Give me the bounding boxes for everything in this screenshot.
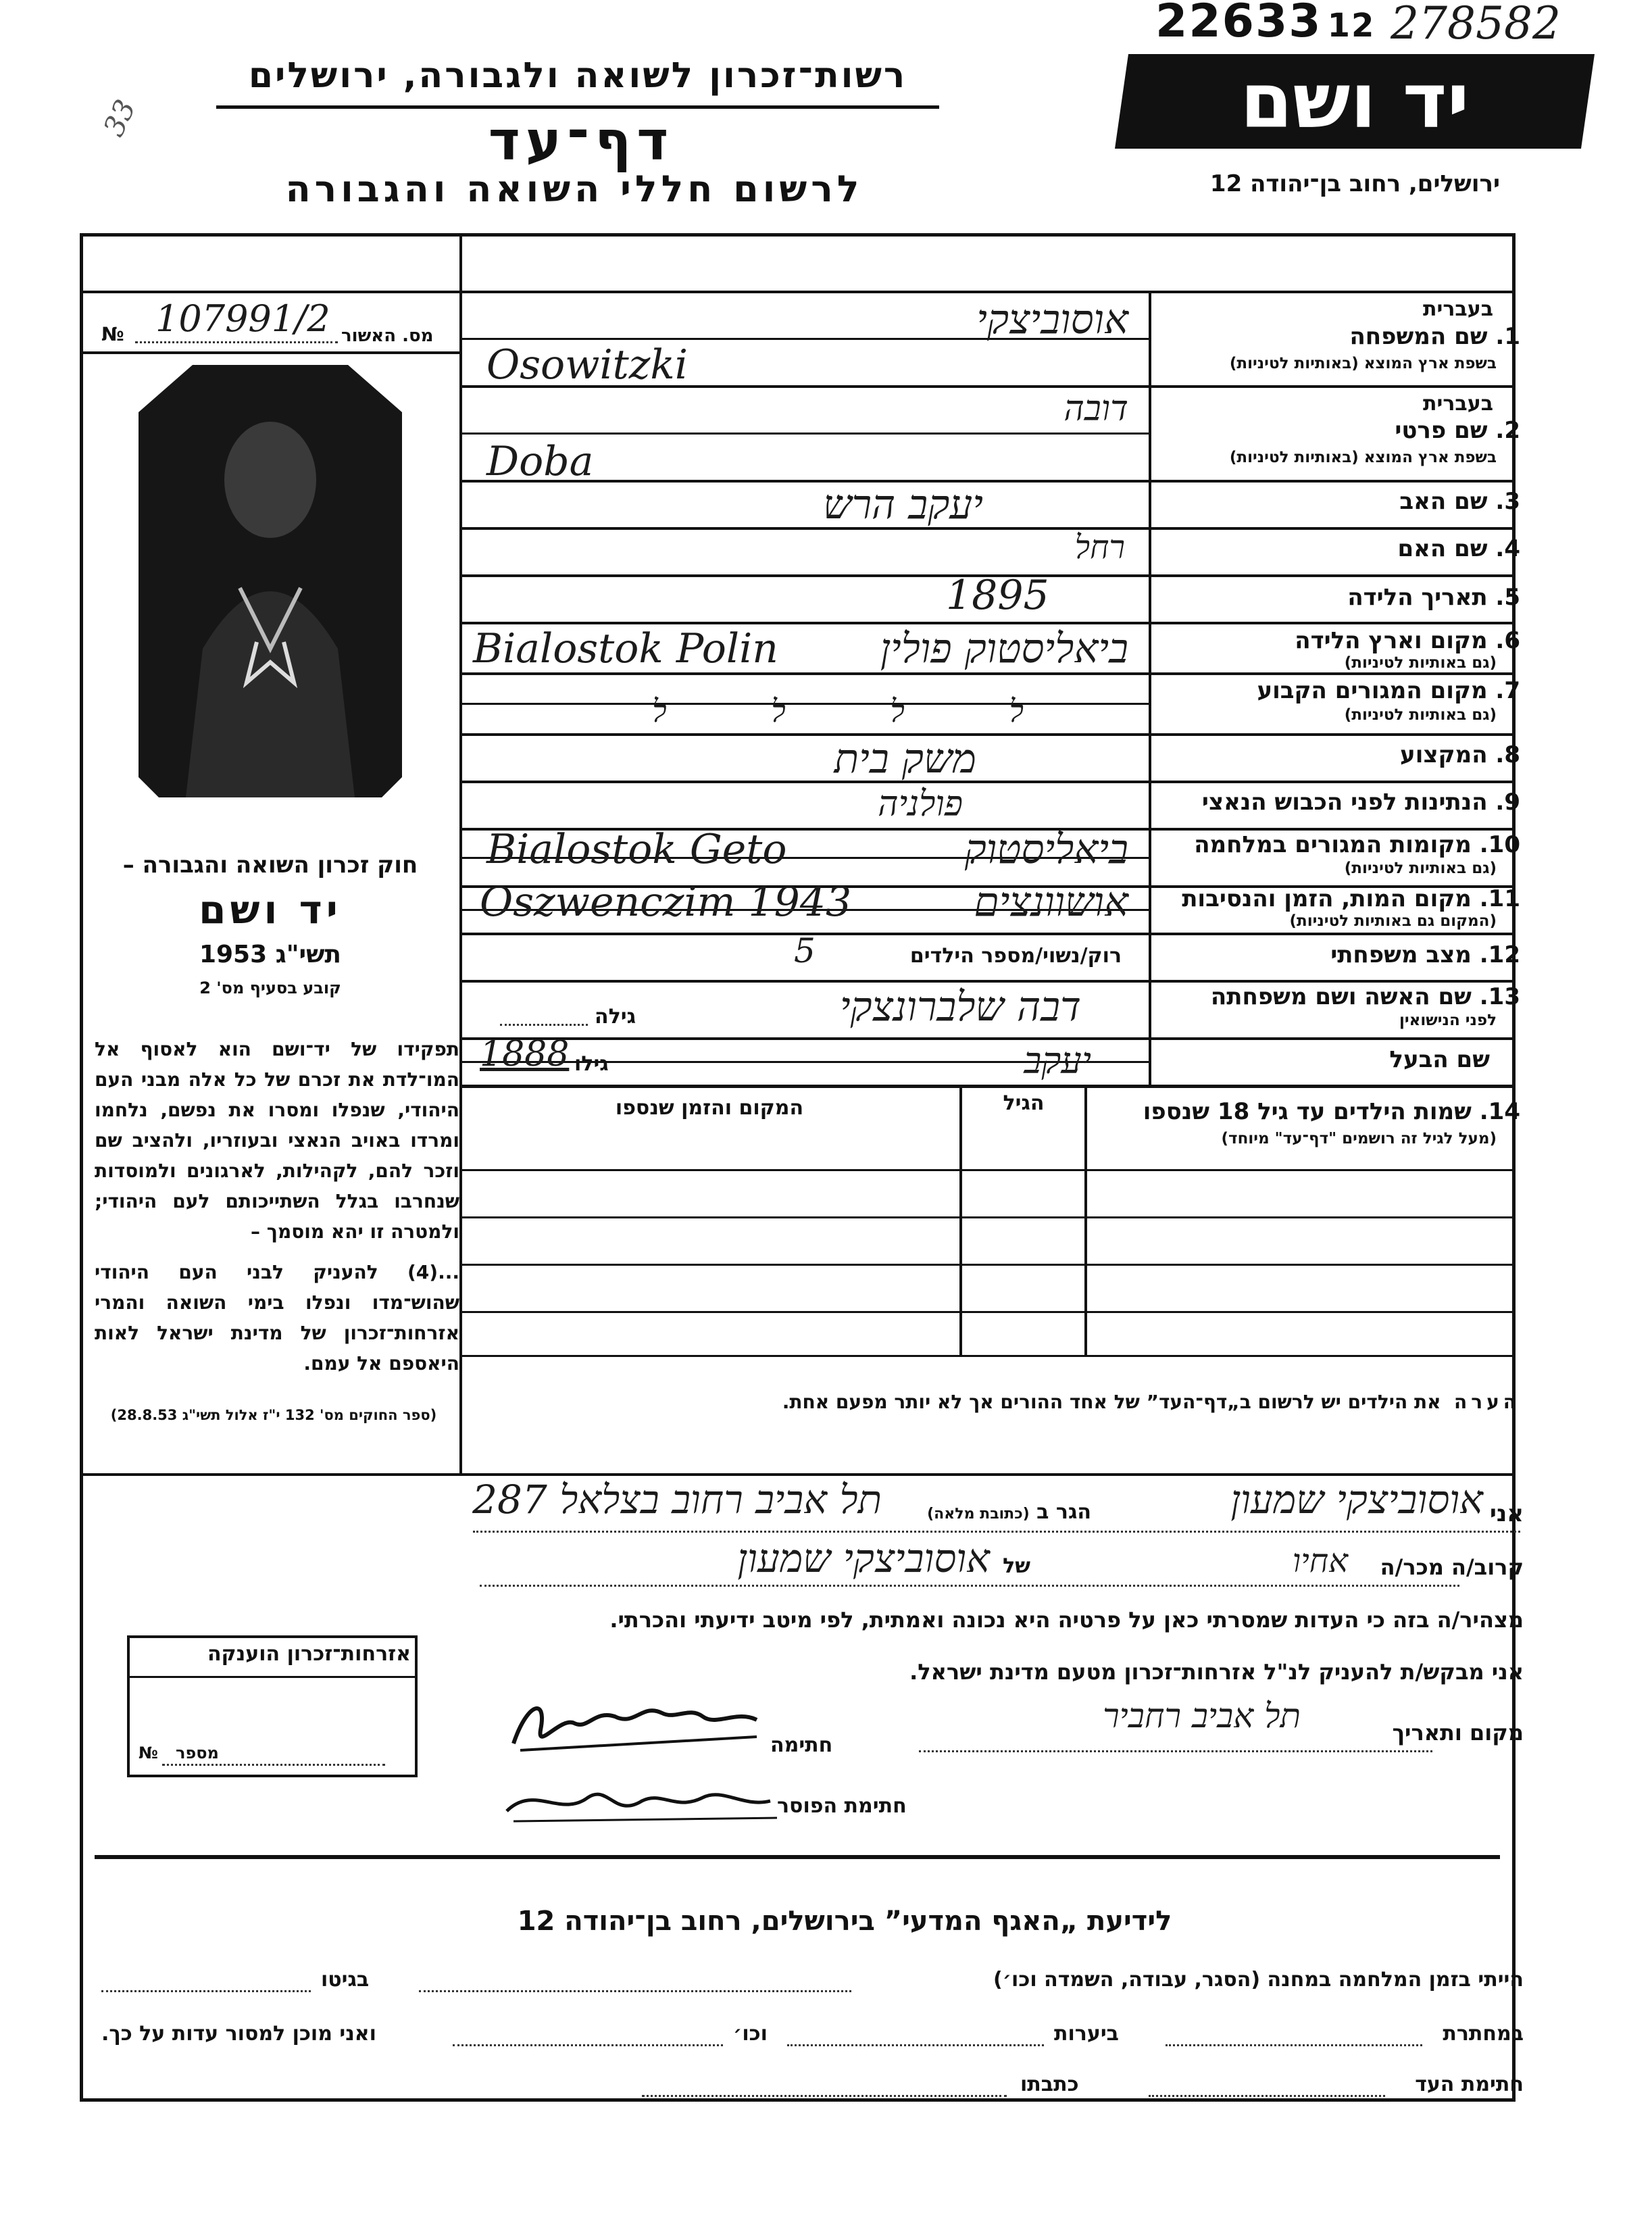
children-row-3 — [459, 1264, 1516, 1266]
field14-label: 14. שמות הילדים עד גיל 18 שנספו — [1143, 1098, 1520, 1125]
field3-label: 3. שם האב — [1399, 488, 1520, 515]
footer-line2-forests: ביערות — [1054, 2022, 1119, 2046]
address: ירושלים, רחוב בן־יהודה 12 — [1209, 170, 1500, 197]
field11-label: 11. מקום המות, הזמן והנסיבות — [1182, 885, 1520, 912]
footer-line3-dots-b — [642, 2095, 1007, 2097]
footer-line3-dots-a — [1149, 2095, 1385, 2097]
place-date-label: מקום ותאריך — [1392, 1720, 1524, 1746]
field12-label: 12. מצב משפחתי — [1330, 941, 1520, 968]
row-rule-3 — [459, 527, 1516, 530]
footer-line1-camp: הייתי בזמן המלחמה במחנה (הסגר, עבודה, השמדה וכו׳) — [993, 1968, 1524, 1992]
husband-label: שם הבעל — [1389, 1046, 1490, 1073]
husband-name: יעקב — [1024, 1039, 1091, 1082]
birth-date: 1895 — [946, 572, 1049, 619]
row-rule-8 — [459, 781, 1516, 783]
row-rule-12 — [459, 980, 1516, 983]
page-title: דף־עד — [488, 109, 674, 172]
children-row-4 — [459, 1311, 1516, 1313]
death-place-hebrew: אושוונצים — [974, 879, 1128, 926]
law-clause: קובע בסעיף מס' 2 — [199, 979, 341, 997]
surname-latin: Osowitzki — [486, 341, 688, 389]
field13-sub: לפני הנישואין — [1399, 1012, 1497, 1029]
wartime-residence-latin: Bialostok Geto — [486, 826, 787, 873]
field1-sub: בשפת ארץ המוצא (באותיות לטיניות) — [1229, 355, 1497, 372]
first-name-latin: Doba — [486, 438, 594, 485]
wife-age-line — [500, 1024, 588, 1026]
footer-address-label: כתבתו — [1020, 2073, 1079, 2096]
approval-rule — [80, 351, 459, 354]
header-rule — [216, 105, 939, 109]
footer-line2-testify: ואני מוכן למסור עדות על כך. — [101, 2022, 376, 2046]
children-col-divider-2 — [1084, 1085, 1087, 1355]
children-age-header: הגיל — [1003, 1091, 1045, 1115]
resident-label: הגר ב (כתובת מלאה) — [927, 1500, 1091, 1524]
relation-value: אחיו — [1292, 1542, 1348, 1580]
official-signature — [500, 1771, 784, 1831]
declarant-address: תל אביב רחוב בצלאל 287 — [472, 1477, 882, 1523]
law-citation: (ספר החוקים מס' 132 י"ז אלול תשי"ג 28.8.53) — [110, 1407, 437, 1423]
field4-label: 4. שם האם — [1397, 535, 1520, 562]
declaration-i-label: אני — [1489, 1500, 1524, 1527]
witness-signature — [500, 1689, 770, 1764]
footer-line2-dots-a — [1166, 2044, 1422, 2046]
handwritten-number: 278582 — [1391, 0, 1561, 49]
wartime-residence-hebrew: ביאליסטוק — [964, 826, 1128, 873]
left-column-divider — [459, 233, 462, 1473]
field2-tag: בעברית — [1423, 392, 1493, 416]
record-number: 22633 12 — [1155, 0, 1376, 48]
field10-label: 10. מקומות המגורים במלחמה — [1194, 831, 1520, 858]
row-rule-2 — [459, 480, 1516, 483]
field6-label: 6. מקום וארץ הלידה — [1295, 627, 1520, 654]
svg-text:יד ושם: יד ושם — [1240, 57, 1470, 145]
footer-line1-ghetto: בגיטו — [321, 1968, 370, 1992]
approval-line — [135, 341, 338, 343]
field2-sub: בשפת ארץ המוצא (באותיות לטיניות) — [1229, 449, 1497, 466]
approval-label: מס. האשור — [341, 326, 434, 346]
father-name: יעקב הרש — [823, 481, 983, 528]
husband-age: 1888 — [480, 1034, 570, 1074]
field14-sub: (מעל לגיל זה רושמים "דף־עד" מיוחד) — [1221, 1130, 1497, 1147]
place-date-line — [919, 1750, 1432, 1752]
nationality: פולניה — [878, 784, 963, 824]
declaration-line-2 — [480, 1585, 1459, 1587]
footer-line2-dots-b — [787, 2044, 1044, 2046]
signature-label: חתימה — [770, 1733, 833, 1757]
note-line: הערה את הילדים יש לרשום ב„דף־העד” של אחד ההורים אך לא יותר מפעם אחת. — [782, 1391, 1520, 1413]
field1-tag: בעברית — [1423, 297, 1493, 321]
field13-label: 13. שם האשה ושם משפחתה — [1210, 983, 1520, 1010]
field9-label: 9. הנתינות לפני הכבוש הנאצי — [1201, 789, 1520, 816]
wife-name: דבה שלברונצקי — [839, 983, 1081, 1031]
citizenship-number-label: מספר — [176, 1744, 219, 1762]
death-place-latin: Oszwenczim 1943 — [480, 879, 852, 926]
footer-line2-underground: במחתרת — [1443, 2022, 1524, 2046]
children-col-divider-1 — [959, 1085, 962, 1355]
footer-line2-dots-c — [453, 2044, 723, 2046]
wife-age-label: גילה — [595, 1005, 636, 1029]
of-value: אוסוביצקי שמעון — [737, 1535, 990, 1581]
footer-line1-dots-a — [419, 1990, 851, 1992]
relative-label: קרוב/ה מכר/ה — [1380, 1554, 1524, 1580]
row-rule-14 — [459, 1085, 1516, 1088]
page-subtitle: לרשום חללי השואה והגבורה — [285, 168, 863, 210]
citizenship-line — [162, 1764, 385, 1766]
footer-line1-dots-b — [101, 1990, 311, 1992]
of-label: של — [1003, 1554, 1030, 1578]
yad-vashem-logo — [1108, 47, 1601, 155]
row-rule-11 — [459, 933, 1516, 935]
field11-sub: (המקום גם באותיות לטיניות) — [1289, 912, 1497, 930]
children-place-header: המקום והזמן שנספו — [615, 1096, 804, 1120]
residence-ditto: ל ל ל ל — [652, 693, 1024, 729]
children-row-5 — [459, 1355, 1516, 1357]
field5-label: 5. תאריך הלידה — [1347, 584, 1520, 611]
field10-sub: (גם באותיות לטיניות) — [1344, 860, 1497, 877]
occupation: משק בית — [834, 735, 976, 783]
official-signature-label: חתימת הפוסר — [777, 1794, 907, 1818]
law-paragraph-1: תפקידו של יד־ושם הוא לאסוף אל המו־לדת את זכרם של כל אלה מבני העם היהודי, שנפלו ומסרו את נפשם, נלחמו ומרדו באויב הנאצי ובעוזריו, ולהציב שם וזכר להם, לקהילות, לארגונים ולמוסדות שנחרבו בגלל השתייכותם לעם היהודי; ולמטרה זו יהא מוסמך – — [95, 1038, 459, 1243]
footer-witness-signature-label: חתימת העד — [1415, 2073, 1524, 2096]
subrule-2 — [459, 433, 1149, 435]
portrait-photo — [139, 365, 402, 797]
marital-status-text: רוק/נשוי/מספר הילדים — [909, 944, 1122, 968]
field1-label: 1. שם המשפחה — [1349, 323, 1520, 350]
citizenship-box-rule — [127, 1676, 418, 1678]
declaration-line-1 — [473, 1531, 1520, 1533]
husband-age-label: גילו — [574, 1052, 609, 1076]
field8-label: 8. המקצוע — [1400, 741, 1520, 768]
declaration-text-1: מצהיר/ה בזה כי העדות שמסרתי כאן על פרטיה היא נכונה ואמתית, לפי מיטב ידיעתי והכרתי. — [609, 1607, 1524, 1633]
declaration-text-2: אני מבקש/ת להעניק לנ"ל אזרחות־זכרון מטעם מדינת ישראל. — [909, 1659, 1524, 1685]
row-rule-13 — [459, 1037, 1516, 1040]
law-paragraph-2: ...(4) להעניק לבני העם היהודי שהוש־מדו ונפלו בימי השואה והמרי אזרחות־זכרון של מדינת ישראל לאות היאספם אל עמם. — [95, 1261, 459, 1375]
approval-no-sign: № — [101, 323, 124, 345]
row-rule-5 — [459, 622, 1516, 624]
birthplace-hebrew: ביאליסטוק פולין — [880, 625, 1128, 672]
note-rule — [80, 1473, 1516, 1476]
margin-note: 33 — [97, 94, 143, 142]
authority-name: רשות־זכרון לשואה ולגבורה, ירושלים — [248, 55, 907, 96]
field2-label: 2. שם פרטי — [1395, 417, 1520, 444]
row-rule-6 — [459, 672, 1516, 675]
footer-title: לידיעת „האגף המדעי” בירושלים, רחוב בן־יהודה 12 — [517, 1906, 1172, 1937]
children-row-2 — [459, 1216, 1516, 1218]
law-year: תשי"ג 1953 — [199, 941, 342, 968]
field7-sub: (גם באותיות לטיניות) — [1344, 706, 1497, 724]
footer-line2-etc: וכו׳ — [733, 2022, 768, 2046]
mother-name: רחל — [1074, 528, 1125, 566]
surname-hebrew: אוסוביצקי — [976, 296, 1128, 343]
law-name: יד ושם — [199, 887, 342, 933]
children-row-1 — [459, 1169, 1516, 1171]
citizenship-no: № — [139, 1744, 158, 1762]
row-rule-7 — [459, 733, 1516, 736]
field7-label: 7. מקום המגורים הקבוע — [1257, 677, 1520, 704]
first-name-hebrew: דובה — [1063, 389, 1128, 429]
approval-number: 107991/2 — [155, 297, 330, 340]
birthplace-latin: Bialostok Polin — [473, 625, 778, 672]
field6-sub: (גם באותיות לטיניות) — [1344, 654, 1497, 672]
children-count: 5 — [794, 931, 816, 970]
footer-rule — [95, 1855, 1500, 1859]
label-column-divider — [1149, 291, 1151, 1085]
declarant-name: אוסוביצקי שמעון — [1230, 1477, 1483, 1523]
citizenship-box-title: אזרחות־זכרון הוענקה — [207, 1642, 411, 1666]
place-date-value: תל אביב רחביר — [1103, 1696, 1301, 1735]
law-title: חוק זכרון השואה והגבורה – — [122, 851, 418, 879]
top-band-rule — [80, 291, 1516, 293]
